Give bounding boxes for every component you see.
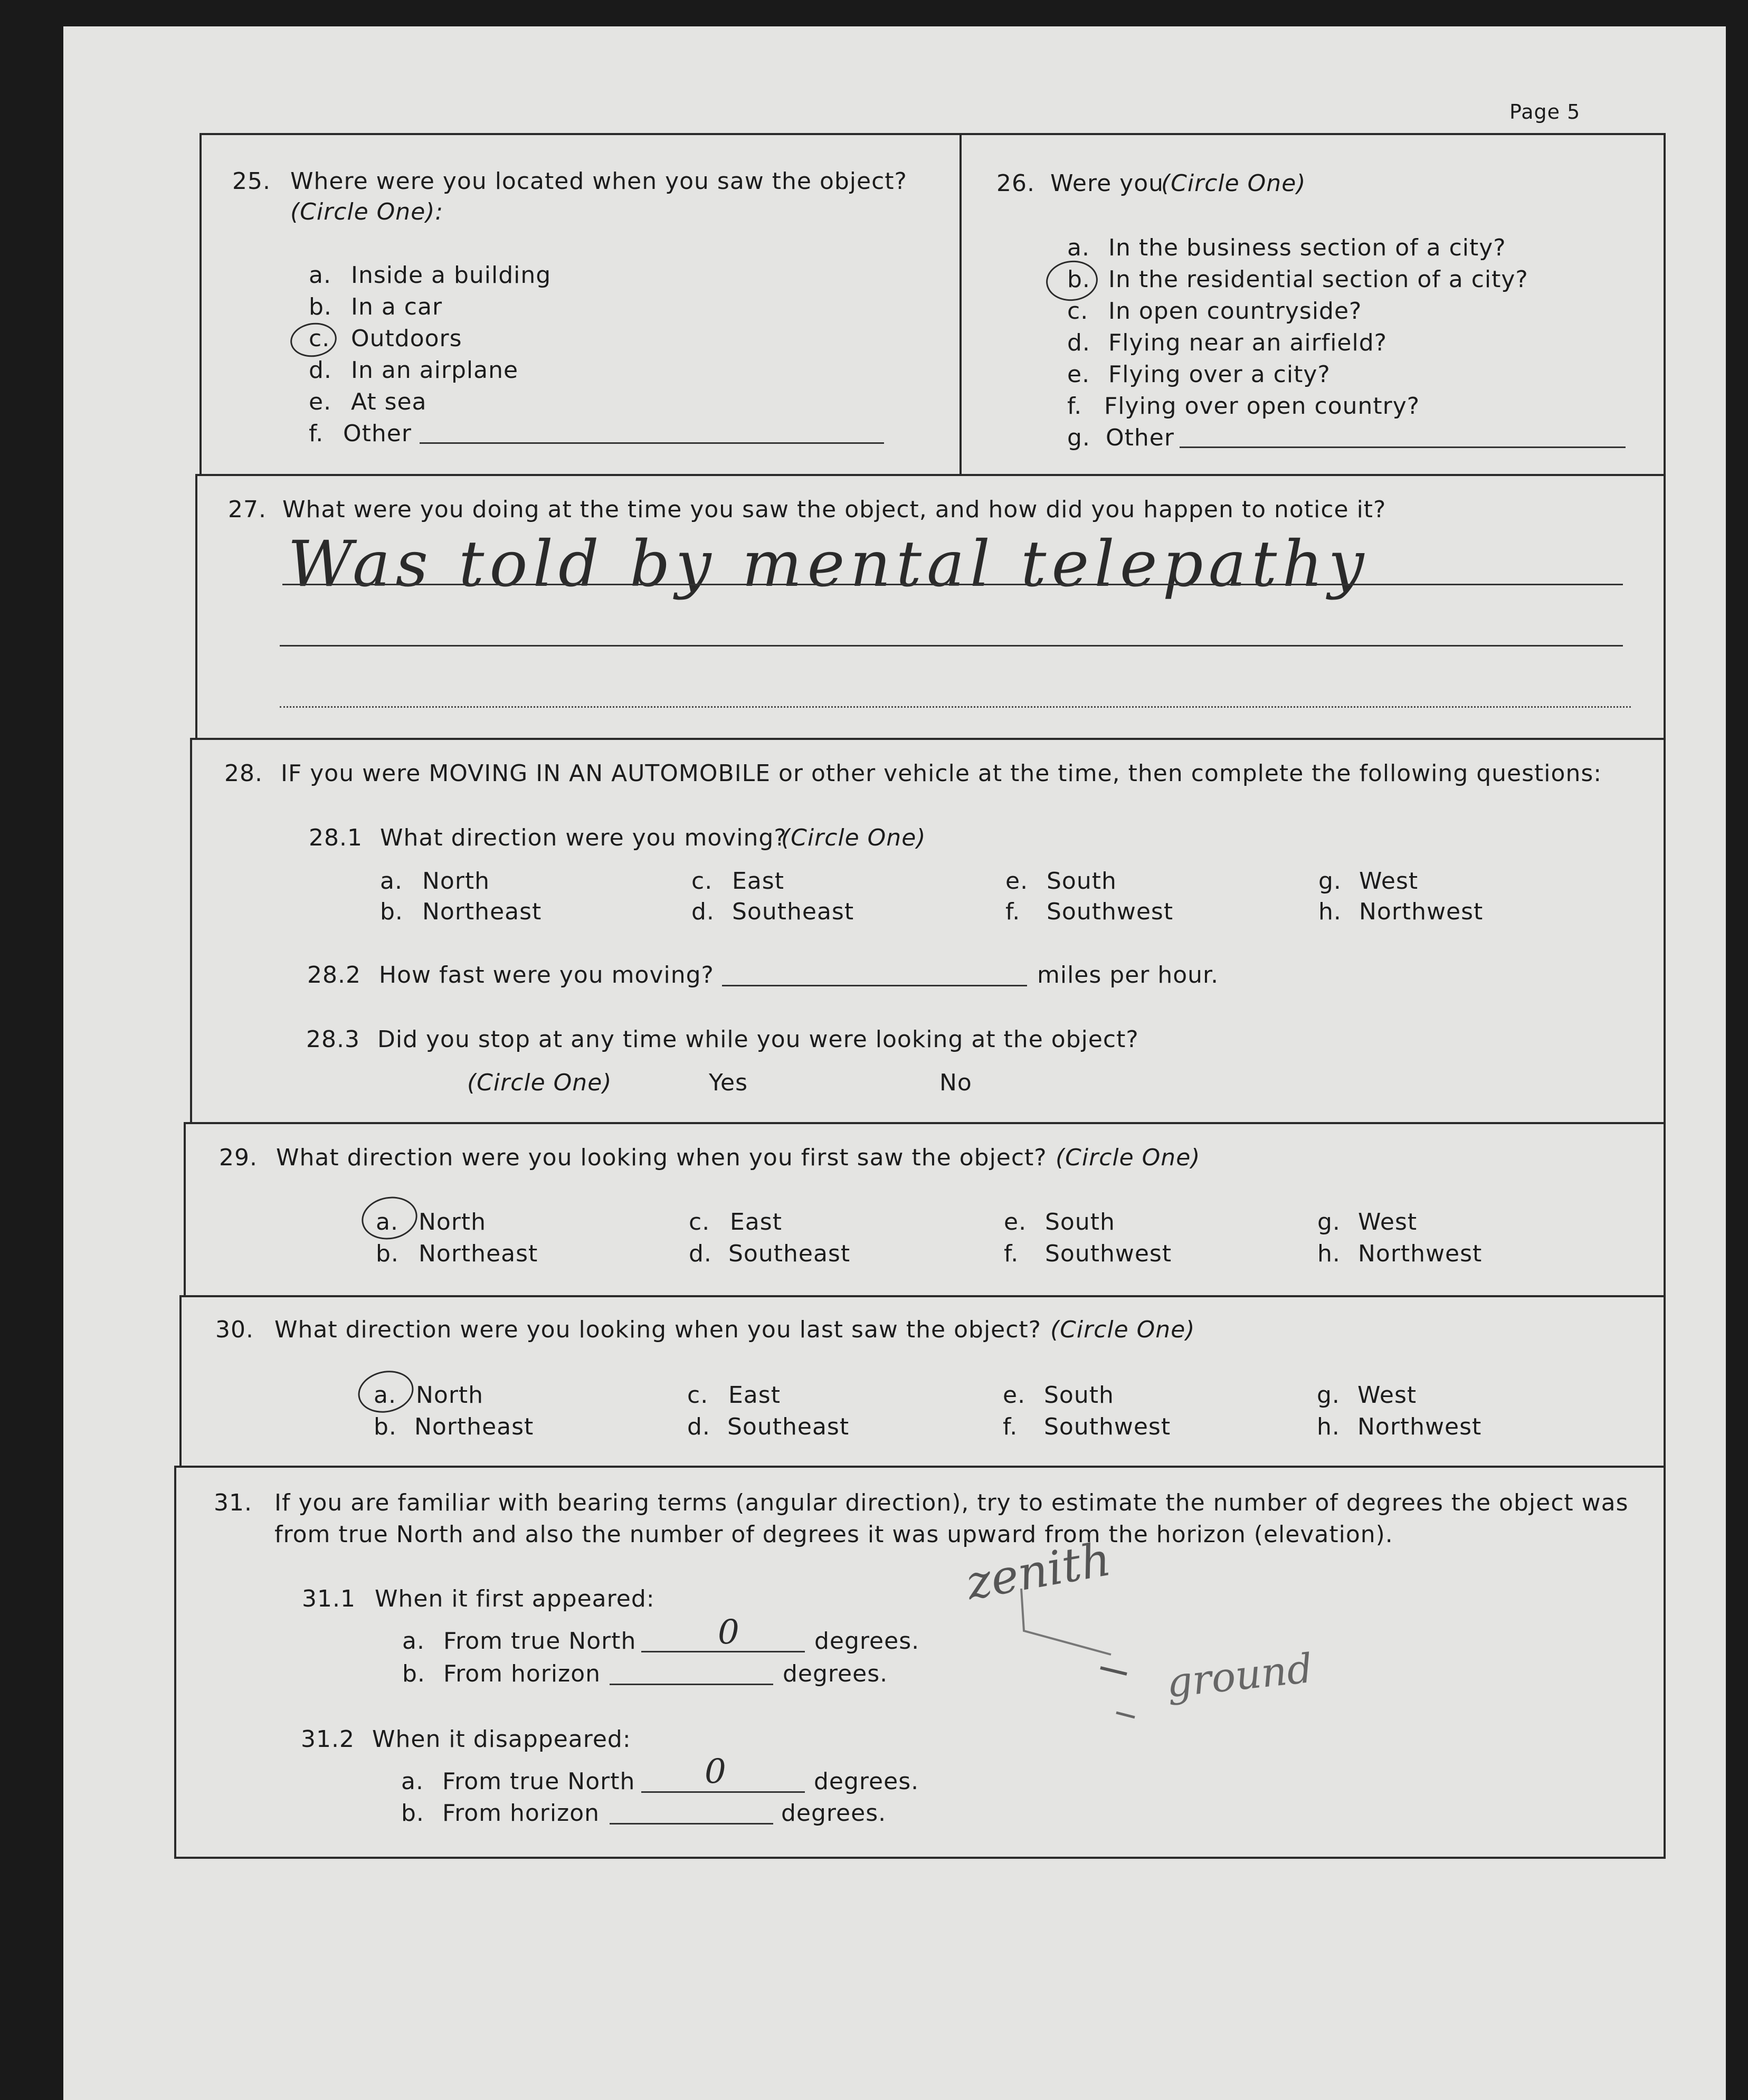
q27-answer-line-3[interactable] [280,706,1631,708]
q29-option-d[interactable]: Southeast [728,1240,851,1267]
q29-option-g[interactable]: West [1358,1209,1418,1236]
q29-option-g-letter: g. [1317,1209,1341,1236]
q30-option-e-letter: e. [1003,1382,1026,1409]
q25-option-c-letter: c. [309,325,330,352]
q29-option-c-letter: c. [689,1209,710,1236]
q29-option-h-letter: h. [1317,1240,1341,1267]
q31-1-b-field[interactable] [610,1684,773,1685]
q31-question-line-2: from true North and also the number of degrees it was upward from the horizon (elevation). [274,1521,1393,1548]
q29-option-d-letter: d. [689,1240,712,1267]
q28-1-option-a-letter: a. [380,868,403,895]
q29-option-a-letter: a. [376,1209,398,1236]
q30-number: 30. [215,1316,254,1343]
q28-1-question: What direction were you moving? [380,824,787,851]
q28-1-option-g-letter: g. [1318,868,1342,895]
q25-option-f-letter: f. [309,420,324,447]
q27-answer-line-2[interactable] [280,645,1623,647]
q30-option-f[interactable]: Southwest [1044,1413,1171,1440]
q31-question-line-1: If you are familiar with bearing terms (angular direction), try to estimate the number of degrees the object was [274,1489,1629,1516]
page-number: Page 5 [1509,100,1581,123]
q26-option-d[interactable]: Flying near an airfield? [1108,329,1388,356]
q30-option-g[interactable]: West [1357,1382,1417,1409]
divider-29 [185,1122,1666,1124]
handwritten-note-ground: ground [1164,1644,1315,1707]
q29-option-f[interactable]: Southwest [1045,1240,1172,1267]
q31-number: 31. [214,1489,252,1516]
q29-option-a[interactable]: North [419,1209,487,1236]
q28-3-question: Did you stop at any time while you were looking at the object? [377,1026,1139,1053]
q31-2-number: 31.2 [301,1726,355,1753]
q28-3-instruction: (Circle One) [467,1069,612,1096]
q30-option-a-letter: a. [374,1382,396,1409]
q28-1-option-b[interactable]: Northeast [422,898,542,925]
q30-option-h[interactable]: Northwest [1357,1413,1482,1440]
q25-q26-divider [960,133,962,476]
q29-option-e-letter: e. [1004,1209,1027,1236]
q28-question: IF you were MOVING IN AN AUTOMOBILE or other vehicle at the time, then complete the following questions: [281,760,1602,787]
q25-option-a-letter: a. [309,262,331,289]
q26-question: Were you [1050,170,1164,197]
q26-option-f-letter: f. [1067,393,1082,420]
q28-1-option-c[interactable]: East [732,868,784,895]
q25-option-e-letter: e. [309,388,332,415]
q31-1-question: When it first appeared: [375,1585,655,1612]
handwritten-note-zenith: zenith [962,1531,1115,1611]
q30-option-d[interactable]: Southeast [727,1413,850,1440]
q30-option-a[interactable]: North [416,1382,484,1409]
form-left-border-28 [190,738,192,1123]
q30-option-b[interactable]: Northeast [414,1413,534,1440]
q26-number: 26. [996,170,1035,197]
q25-option-d-letter: d. [309,357,332,384]
q31-2-b-label: b. [401,1800,424,1827]
q26-option-g-letter: g. [1067,424,1090,451]
q27-handwritten-answer: Was told by mental telepathy [288,528,1370,601]
q31-2-a-field[interactable] [641,1791,805,1793]
q25-option-a[interactable]: Inside a building [351,262,552,289]
q28-1-option-h-letter: h. [1318,898,1342,925]
divider-30 [180,1295,1666,1297]
q29-option-b-letter: b. [376,1240,399,1267]
q31-2-b-field[interactable] [610,1823,773,1825]
q28-1-option-g[interactable]: West [1359,868,1419,895]
form-top-border [200,133,1666,135]
q25-option-d[interactable]: In an airplane [351,357,519,384]
divider-27 [195,474,1666,476]
q29-option-f-letter: f. [1004,1240,1019,1267]
q25-instruction: (Circle One): [290,198,444,225]
q31-1-a-value: 0 [718,1613,739,1652]
q28-3-yes[interactable]: Yes [709,1069,748,1096]
q27-question: What were you doing at the time you saw the object, and how did you happen to notice it? [282,496,1386,523]
form-right-border [1664,133,1666,1859]
q28-2-suffix: miles per hour. [1037,962,1219,989]
q25-option-b[interactable]: In a car [351,293,443,320]
form-left-border-top [200,133,202,476]
q29-option-c[interactable]: East [730,1209,782,1236]
q28-1-instruction: (Circle One) [781,824,926,851]
q31-1-b-text: From horizon [443,1660,601,1687]
q29-option-h[interactable]: Northwest [1358,1240,1483,1267]
q26-option-a[interactable]: In the business section of a city? [1108,234,1506,261]
q28-1-option-h[interactable]: Northwest [1359,898,1484,925]
q31-2-a-unit: degrees. [814,1768,919,1795]
q26-instruction: (Circle One) [1161,170,1306,197]
q25-other-field[interactable] [420,442,884,444]
q25-option-e[interactable]: At sea [351,388,427,415]
q31-1-b-label: b. [402,1660,425,1687]
form-bottom-border [174,1857,1666,1859]
q26-option-e-letter: e. [1067,361,1090,388]
q28-number: 28. [224,760,263,787]
q31-2-a-label: a. [401,1768,424,1795]
q31-2-b-unit: degrees. [781,1800,887,1827]
q28-1-number: 28.1 [309,824,363,851]
q25-option-b-letter: b. [309,293,332,320]
q30-option-c-letter: c. [687,1382,709,1409]
q30-option-e[interactable]: South [1044,1382,1114,1409]
q31-1-a-unit: degrees. [814,1628,920,1655]
q28-2-question: How fast were you moving? [379,962,714,989]
q26-option-a-letter: a. [1067,234,1090,261]
q25-option-f[interactable]: Other [343,420,412,447]
q26-option-f[interactable]: Flying over open country? [1104,393,1420,420]
q31-2-b-text: From horizon [442,1800,600,1827]
q26-option-c[interactable]: In open countryside? [1108,298,1362,325]
q28-1-option-f-letter: f. [1005,898,1021,925]
form-left-border-27 [195,474,197,738]
q26-other-field[interactable] [1180,446,1626,448]
q29-option-e[interactable]: South [1045,1209,1115,1236]
q31-2-a-text: From true North [442,1768,635,1795]
q28-2-speed-field[interactable] [722,985,1027,986]
form-left-border-29 [184,1122,186,1296]
q29-instruction: (Circle One) [1056,1144,1201,1171]
q31-1-a-label: a. [402,1628,425,1655]
form-left-border-30 [179,1295,182,1467]
q29-number: 29. [219,1144,258,1171]
q25-option-c[interactable]: Outdoors [351,325,462,352]
q31-1-b-unit: degrees. [783,1660,888,1687]
q26-option-b-letter: b. [1067,266,1090,293]
q28-1-option-d[interactable]: Southeast [732,898,854,925]
form-left-border-31 [174,1466,176,1859]
q28-2-number: 28.2 [307,962,361,989]
q26-option-b[interactable]: In the residential section of a city? [1108,266,1528,293]
q30-option-b-letter: b. [374,1413,397,1440]
q31-2-question: When it disappeared: [372,1726,631,1753]
q31-1-number: 31.1 [302,1585,356,1612]
q28-1-option-b-letter: b. [380,898,403,925]
q30-question: What direction were you looking when you last saw the object? [274,1316,1042,1343]
q27-number: 27. [228,496,267,523]
q28-3-number: 28.3 [306,1026,360,1053]
q27-answer-line-1[interactable] [282,584,1623,585]
q26-option-e[interactable]: Flying over a city? [1108,361,1331,388]
q28-3-no[interactable]: No [939,1069,972,1096]
q30-option-c[interactable]: East [728,1382,781,1409]
q26-option-g[interactable]: Other [1106,424,1174,451]
q28-1-option-e-letter: e. [1005,868,1029,895]
q26-option-d-letter: d. [1067,329,1090,356]
q31-1-a-text: From true North [443,1628,636,1655]
q30-option-d-letter: d. [687,1413,710,1440]
q26-option-c-letter: c. [1067,298,1089,325]
q28-1-option-a[interactable]: North [422,868,490,895]
q28-1-option-c-letter: c. [691,868,713,895]
q29-question: What direction were you looking when you first saw the object? [276,1144,1047,1171]
q25-question: Where were you located when you saw the object? [290,168,907,195]
q30-option-g-letter: g. [1317,1382,1340,1409]
q30-instruction: (Circle One) [1050,1316,1195,1343]
q28-1-option-e[interactable]: South [1047,868,1117,895]
divider-28 [191,738,1666,740]
q28-1-option-d-letter: d. [691,898,715,925]
q30-option-h-letter: h. [1317,1413,1340,1440]
q31-2-a-value: 0 [705,1752,726,1791]
divider-31 [176,1466,1666,1468]
q28-1-option-f[interactable]: Southwest [1047,898,1174,925]
q30-option-f-letter: f. [1003,1413,1018,1440]
q29-option-b[interactable]: Northeast [419,1240,538,1267]
q25-number: 25. [232,168,271,195]
